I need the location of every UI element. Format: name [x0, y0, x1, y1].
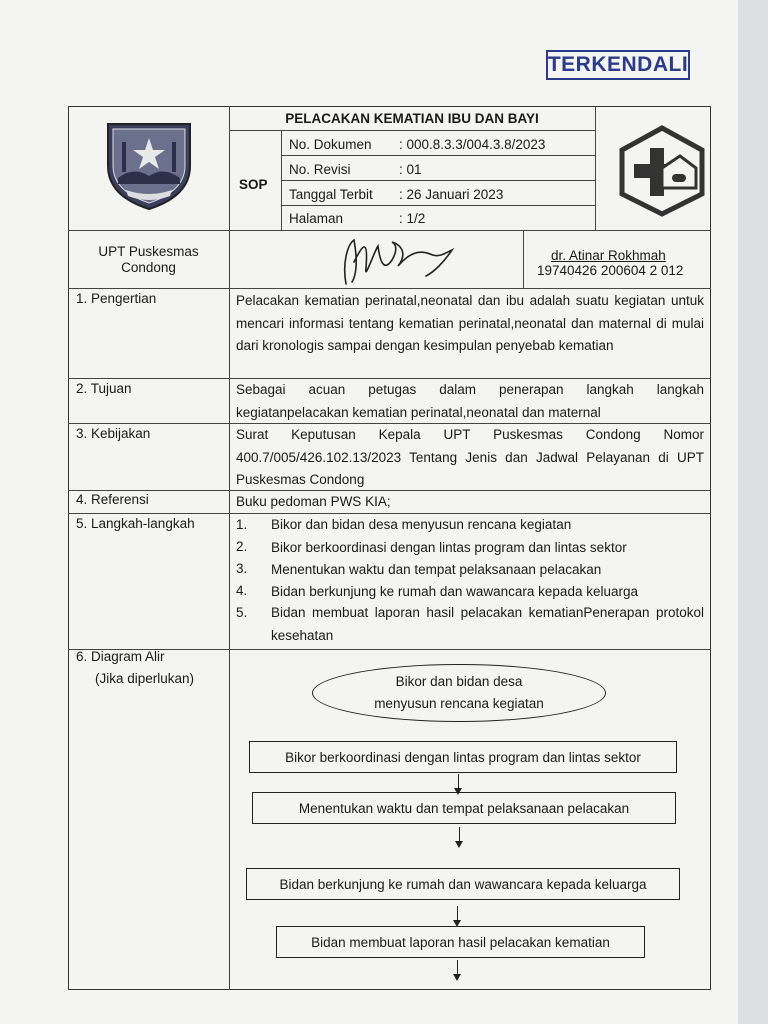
- section-sublabel-diagram: (Jika diperlukan): [95, 671, 195, 686]
- rule: [281, 130, 282, 230]
- rule: [229, 106, 230, 990]
- signatory-name: dr. Atinar Rokhmah: [551, 248, 666, 263]
- flow-arrow-icon: [451, 906, 463, 928]
- flow-arrow-icon: [453, 827, 465, 849]
- signatory-nip: 19740426 200604 2 012: [537, 263, 684, 278]
- rule: [68, 230, 711, 231]
- step-text: Bidan membuat laporan hasil pelacakan kematianPenerapan protokol kesehatan: [271, 605, 704, 643]
- step-number: 4.: [236, 583, 248, 598]
- section-text-kebijakan: Surat Keputusan Kepala UPT Puskesmas Condong Nomor 400.7/005/426.102.13/2023 Tentang Jenis dan Jadwal Pelayanan di UPT Puskesmas Condong: [236, 427, 704, 487]
- revision-label: No. Revisi: [289, 162, 351, 177]
- flow-step-schedule: Menentukan waktu dan tempat pelaksanaan pelacakan: [252, 792, 676, 824]
- step-text: Menentukan waktu dan tempat pelaksanaan pelacakan: [271, 562, 602, 577]
- section-text-referensi: Buku pedoman PWS KIA;: [236, 494, 391, 509]
- doc-number-value: : 000.8.3.3/004.3.8/2023: [399, 137, 546, 152]
- revision-value: : 01: [399, 162, 422, 177]
- rule: [523, 230, 524, 288]
- page-label: Halaman: [289, 211, 344, 226]
- puskesmas-logo: [616, 124, 708, 218]
- section-label-pengertian: 1. Pengertian: [76, 291, 157, 306]
- rule: [68, 513, 711, 514]
- org-name-line1: UPT Puskesmas: [98, 244, 199, 259]
- regency-coat-of-arms-logo: [104, 120, 194, 212]
- rule: [229, 130, 595, 131]
- section-label-referensi: 4. Referensi: [76, 492, 149, 507]
- issue-date-label: Tanggal Terbit: [289, 187, 373, 202]
- issue-date-value: : 26 Januari 2023: [399, 187, 504, 202]
- flow-step-visit: Bidan berkunjung ke rumah dan wawancara kepada keluarga: [246, 868, 680, 900]
- flow-step-report: Bidan membuat laporan hasil pelacakan kematian: [276, 926, 645, 958]
- section-label-kebijakan: 3. Kebijakan: [76, 426, 151, 441]
- section-text-pengertian: Pelacakan kematian perinatal,neonatal dan ibu adalah suatu kegiatan untuk mencari informasi tentang kematian perinatal,neonatal dan maternal di mulai dari kronologis sampai dengan kesimpulan penyebab kematian: [236, 293, 704, 353]
- section-label-langkah: 5. Langkah-langkah: [76, 516, 195, 531]
- step-text: Bikor berkoordinasi dengan lintas program dan lintas sektor: [271, 540, 627, 555]
- section-label-tujuan: 2. Tujuan: [76, 381, 132, 396]
- terkendali-stamp: TERKENDALI: [546, 50, 690, 80]
- step-number: 5.: [236, 605, 248, 620]
- doc-number-label: No. Dokumen: [289, 137, 372, 152]
- flow-start-line2: menyusun rencana kegiatan: [374, 696, 544, 711]
- rule: [281, 155, 595, 156]
- flow-step-coordinate: Bikor berkoordinasi dengan lintas program dan lintas sektor: [249, 741, 677, 773]
- handwritten-signature: [334, 232, 464, 288]
- page-value: : 1/2: [399, 211, 426, 226]
- step-text: Bidan berkunjung ke rumah dan wawancara kepada keluarga: [271, 584, 638, 599]
- step-number: 3.: [236, 561, 248, 576]
- section-label-diagram: 6. Diagram Alir: [76, 649, 165, 664]
- page-edge-shadow: [738, 0, 768, 1024]
- flow-start-oval: [312, 664, 606, 722]
- step-number: 2.: [236, 539, 248, 554]
- rule: [281, 180, 595, 181]
- flow-start-line1: Bikor dan bidan desa: [395, 674, 523, 689]
- org-name-line2: Condong: [121, 260, 176, 275]
- rule: [595, 106, 596, 230]
- rule: [68, 288, 711, 289]
- step-number: 1.: [236, 517, 248, 532]
- flow-arrow-icon: [451, 960, 463, 982]
- step-text: Bikor dan bidan desa menyusun rencana kegiatan: [271, 517, 572, 532]
- document-title: PELACAKAN KEMATIAN IBU DAN BAYI: [285, 111, 539, 126]
- rule: [281, 205, 595, 206]
- section-text-tujuan: Sebagai acuan petugas dalam penerapan langkah langkah kegiatanpelacakan kematian perinatal,neonatal dan maternal: [236, 382, 704, 420]
- sop-label: SOP: [239, 177, 268, 192]
